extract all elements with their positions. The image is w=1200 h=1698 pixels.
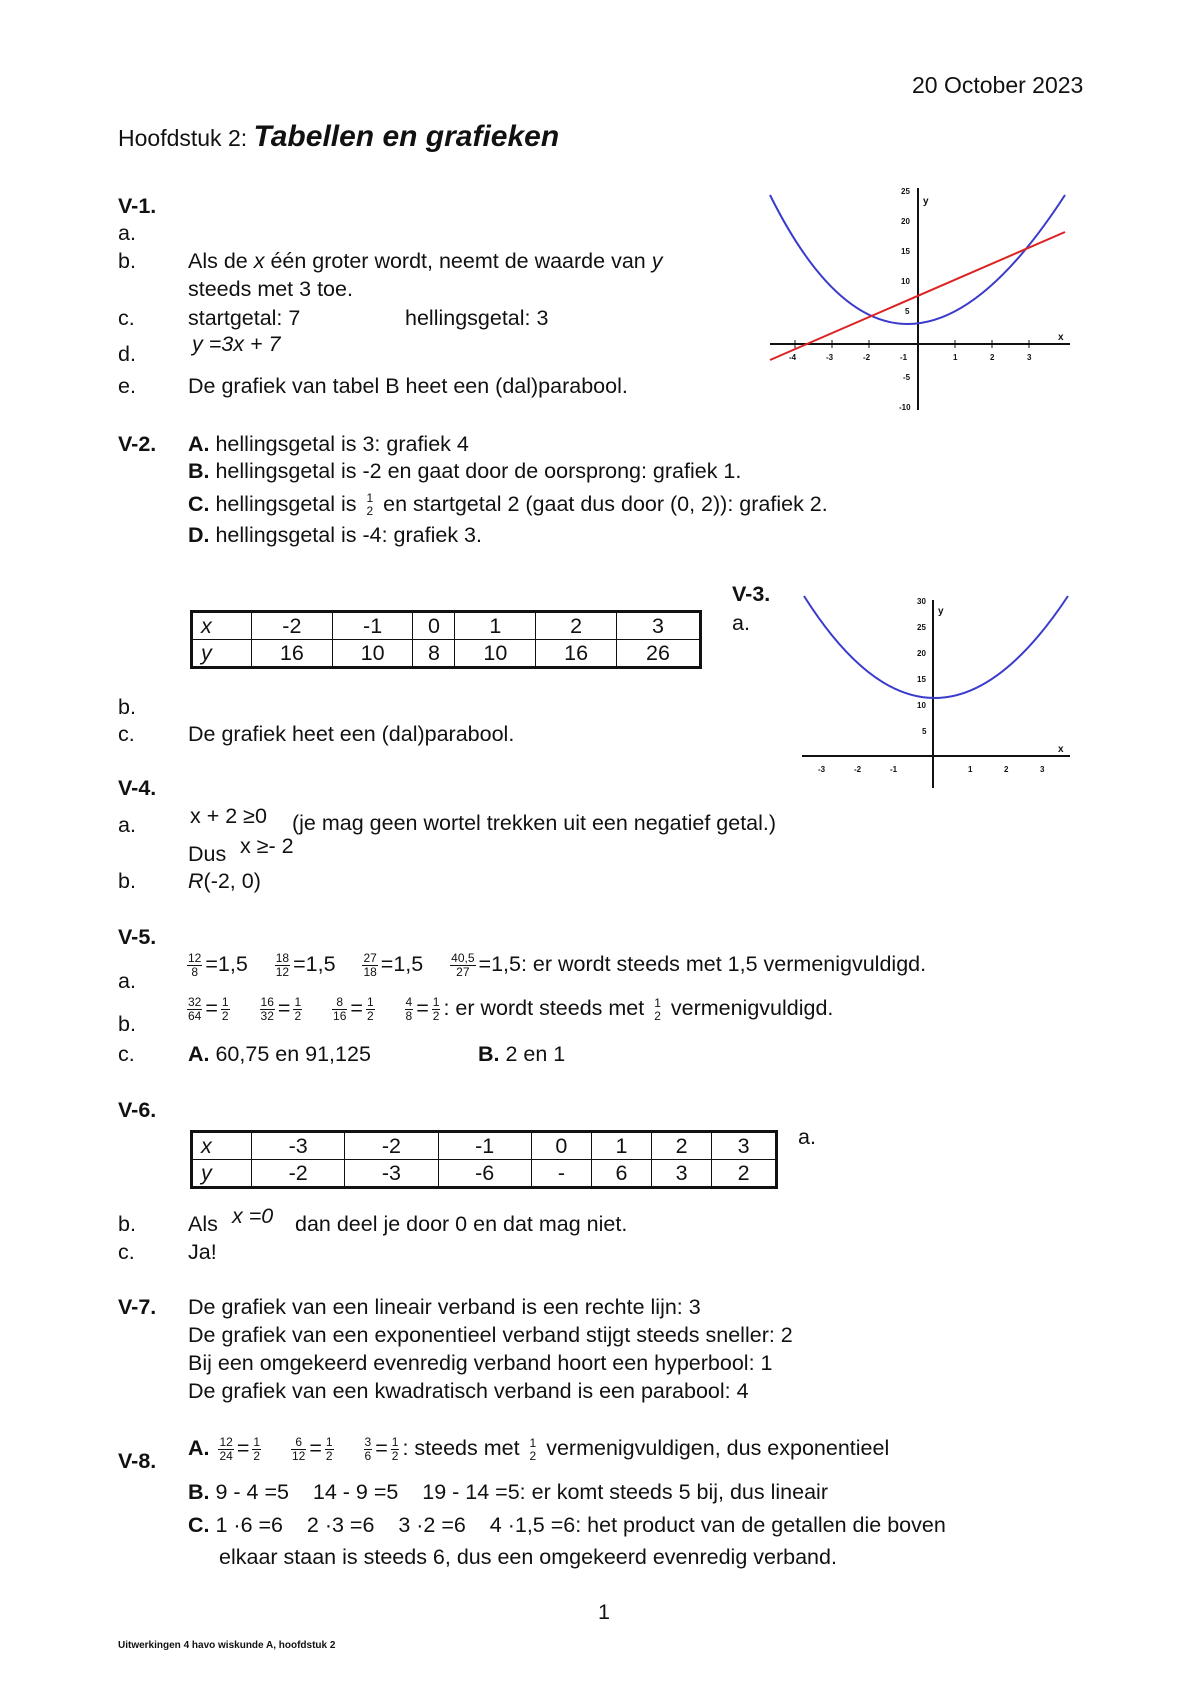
v4-dus-formula: x ≥- 2: [240, 834, 294, 858]
x-tick-label: 3: [1027, 353, 1032, 362]
v1-b-text: [188, 249, 662, 274]
v8-A-text: : steeds met: [402, 1436, 526, 1461]
fraction: $\frac{1}{2}$: [391, 1435, 399, 1463]
v2-C-text: hellingsgetal is: [209, 492, 363, 516]
v1-b-text-part: één groter wordt, neemt de waarde van: [264, 249, 652, 273]
table-cell: 3: [616, 612, 700, 640]
v5-a-text: : er wordt steeds met 1,5 vermenigvuldigd.: [520, 952, 927, 977]
v6-c-text: Ja!: [188, 1240, 217, 1264]
table-cell: 1: [591, 1132, 651, 1160]
v8-C: [188, 1513, 946, 1538]
table-header-x: x: [192, 1132, 252, 1160]
y-tick-label: 20: [901, 217, 910, 226]
v5-b-text: : er wordt steeds met: [443, 996, 651, 1021]
v8-B: [188, 1480, 828, 1505]
v3-b-label: b.: [118, 695, 136, 719]
v2-B: [188, 459, 741, 484]
graph-parabola: [800, 592, 1075, 792]
fraction-half: 1 2: [529, 1435, 537, 1463]
v4-b-label: b.: [118, 869, 136, 893]
fraction-result: =1,5: [380, 952, 424, 977]
table-cell: 1: [455, 612, 536, 640]
v1-b-label: b.: [118, 249, 136, 273]
v7-line: De grafiek van een exponentieel verband stijgt steeds sneller: 2: [188, 1323, 793, 1347]
v2-B-label: B.: [188, 459, 210, 483]
x-tick-label: -3: [818, 765, 826, 774]
v5-c-A-label: A.: [188, 1042, 210, 1066]
v6-b-formula: x =0: [232, 1204, 274, 1228]
table-cell: -3: [345, 1160, 438, 1188]
x-tick-label: -2: [854, 765, 862, 774]
table-cell: -2: [345, 1132, 438, 1160]
v8-C-label: C.: [188, 1513, 210, 1537]
y-tick-label: -5: [903, 373, 911, 382]
table-cell: 16: [536, 640, 617, 668]
v4-a-label: a.: [118, 813, 136, 837]
fraction: $\frac{1}{2}$: [432, 995, 440, 1023]
table-cell: 10: [455, 640, 536, 668]
x-tick-label: -1: [890, 765, 898, 774]
v8-B-text: : er komt steeds 5 bij, dus lineair: [519, 1480, 828, 1504]
fraction: $\frac{32}{64}$: [188, 995, 202, 1023]
table-header-y: y: [192, 1160, 252, 1188]
v7-line: De grafiek van een kwadratisch verband is een parabool: 4: [188, 1379, 749, 1403]
v2-D-label: D.: [188, 523, 210, 547]
table-cell: -: [531, 1160, 591, 1188]
v2-C: [188, 492, 828, 518]
fraction: $\frac{12}{24}$: [219, 1435, 233, 1463]
v6-b-text-1: Als: [188, 1212, 218, 1236]
table-cell: -2: [252, 612, 333, 640]
v7-line: Bij een omgekeerd evenredig verband hoort een hyperbool: 1: [188, 1351, 773, 1375]
chapter-prefix: Hoofdstuk 2:: [118, 125, 254, 151]
v8-A: A. $\frac{12}{24}$ = $\frac{1}{2}$ $\frac{6}{12}$ = $\frac{1}{2}$ $\frac{3}{6}$ = $\frac{1}{2}$ : steeds met 1 2 vermenigvuldigen, dus exponentieel: [188, 1435, 890, 1463]
table-cell: 0: [531, 1132, 591, 1160]
fraction: $\frac{1}{2}$: [221, 995, 229, 1023]
v1-a-label: a.: [118, 221, 136, 245]
x-axis-label: x: [1058, 744, 1064, 755]
v5-a-fractions: [184, 952, 926, 979]
v8-C-text-cont: elkaar staan is steeds 6, dus een omgekeerd evenredig verband.: [219, 1545, 837, 1569]
point-name: R: [188, 869, 204, 893]
v1-heading: V-1.: [118, 194, 157, 218]
y-tick-label: 25: [917, 623, 926, 632]
fraction: $\frac{1}{2}$: [294, 995, 302, 1023]
chapter-title: Tabellen en grafieken: [253, 120, 560, 153]
v2-D-text: hellingsgetal is -4: grafiek 3.: [209, 523, 482, 547]
v4-b-point: [188, 869, 261, 894]
table-row: [192, 640, 701, 668]
v1-c-label: c.: [118, 306, 135, 330]
parabola-curve: [804, 596, 1068, 698]
table-cell: 2: [712, 1160, 777, 1188]
table-cell: -6: [438, 1160, 531, 1188]
v2-D: [188, 523, 482, 548]
table-row: [192, 1160, 777, 1188]
fraction: $\frac{3}{6}$: [364, 1435, 372, 1463]
table-cell: -1: [332, 612, 413, 640]
x-tick-label: -2: [863, 353, 871, 362]
v5-c-label: c.: [118, 1042, 135, 1066]
v7-heading: V-7.: [118, 1295, 157, 1319]
v1-c-helling: hellingsgetal: 3: [405, 306, 549, 330]
table-cell: 10: [332, 640, 413, 668]
x-tick-label: 2: [1004, 765, 1009, 774]
table-row: [192, 612, 701, 640]
v4-heading: V-4.: [118, 776, 157, 800]
table-header-y: y: [192, 640, 252, 668]
x-tick-label: 3: [1040, 765, 1045, 774]
table-cell: -2: [252, 1160, 345, 1188]
v5-c-B: [478, 1042, 565, 1067]
v2-C-text: en startgetal 2 (gaat dus door (0, 2)): grafiek 2.: [377, 492, 828, 516]
fraction-half: 1 2: [366, 491, 374, 519]
table-row: [192, 1132, 777, 1160]
v8-A-label: A.: [188, 1436, 210, 1461]
fraction: $\frac{27}{18}$: [363, 951, 377, 979]
table-cell: 26: [616, 640, 700, 668]
table-cell: 3: [652, 1160, 712, 1188]
x-tick-label: -1: [900, 353, 908, 362]
v4-dus: Dus: [188, 842, 227, 866]
v8-heading: V-8.: [118, 1449, 157, 1473]
x-tick-label: 2: [990, 353, 995, 362]
y-axis-label: y: [938, 606, 944, 617]
v8-C-text: : het product van de getallen die boven: [575, 1513, 946, 1537]
fraction: $\frac{18}{12}$: [275, 951, 290, 979]
v3-a-label: a.: [732, 611, 750, 635]
v5-b-label: b.: [118, 1012, 136, 1036]
graph-parabola-and-line: [765, 180, 1075, 415]
v5-c-B-text: 2 en 1: [499, 1042, 566, 1066]
x-tick-label: 1: [953, 353, 958, 362]
v2-B-text: hellingsgetal is -2 en gaat door de oorsprong: grafiek 1.: [209, 459, 742, 483]
x-axis-label: x: [1058, 332, 1064, 343]
table-header-x: x: [192, 612, 252, 640]
y-tick-label: 5: [905, 307, 910, 316]
fraction-half: 1 2: [654, 995, 661, 1023]
v2-heading: V-2.: [118, 432, 157, 456]
v5-heading: V-5.: [118, 925, 157, 949]
y-tick-label: 15: [917, 675, 926, 684]
v1-e-label: e.: [118, 374, 136, 398]
v1-d-label: d.: [118, 342, 136, 366]
table-cell: 8: [413, 640, 455, 668]
fraction: $\frac{4}{8}$: [405, 995, 413, 1023]
v4-a-text: (je mag geen wortel trekken uit een negatief getal.): [292, 811, 777, 835]
fraction-result: =1,5: [293, 952, 336, 977]
v1-b-text-part: Als de: [188, 249, 254, 273]
y-tick-label: 10: [901, 277, 910, 286]
v3-c-label: c.: [118, 722, 135, 746]
v1-d-formula: y =3x + 7: [192, 332, 281, 356]
y-tick-label: 10: [917, 701, 926, 710]
v5-b-fractions: $\frac{32}{64}$ = $\frac{1}{2}$ $\frac{16}{32}$ = $\frac{1}{2}$ $\frac{8}{16}$ = $\frac{1}{2}$ $\frac{4}{8}$ = $\frac{1}{2}$ : er wordt steeds met 1 2 vermenigvuldigd.: [188, 995, 834, 1023]
v1-c-start: startgetal: 7: [188, 306, 301, 330]
v8-B-formula: 9 - 4 =5 14 - 9 =5 19 - 14 =5: [215, 1480, 520, 1504]
v1-b-text-cont: steeds met 3 toe.: [188, 277, 353, 301]
y-tick-label: -10: [899, 403, 911, 412]
x-tick-label: -3: [826, 353, 834, 362]
footer-note: Uitwerkingen 4 havo wiskunde A, hoofdstuk 2: [118, 1640, 336, 1651]
fraction: $\frac{12}{8}$: [188, 951, 202, 979]
table-cell: -1: [438, 1132, 531, 1160]
v3-c-text: De grafiek heet een (dal)parabool.: [188, 722, 515, 746]
v5-b-text: vermenigvuldigd.: [664, 996, 834, 1021]
v8-A-text: vermenigvuldigen, dus exponentieel: [540, 1436, 890, 1461]
v5-c-A-text: 60,75 en 91,125: [209, 1042, 371, 1066]
table-cell: 0: [413, 612, 455, 640]
v2-A-label: A.: [188, 432, 210, 456]
v2-A-text: hellingsgetal is 3: grafiek 4: [209, 432, 469, 456]
fraction-result: =1,5: [205, 952, 248, 977]
x-tick-label: -4: [789, 353, 797, 362]
v6-c-label: c.: [118, 1240, 135, 1264]
var-y: y: [651, 249, 663, 273]
y-tick-label: 30: [917, 597, 926, 606]
v3-table: [190, 610, 702, 669]
page-number: 1: [598, 1600, 610, 1624]
table-cell: -3: [252, 1132, 345, 1160]
fraction: $\frac{1}{2}$: [253, 1435, 261, 1463]
fraction: $\frac{1}{2}$: [325, 1435, 333, 1463]
v4-a-formula: x + 2 ≥0: [190, 804, 267, 828]
v6-b-label: b.: [118, 1212, 136, 1236]
y-tick-label: 25: [901, 187, 910, 196]
v6-b-text-2: dan deel je door 0 en dat mag niet.: [295, 1212, 628, 1236]
v6-table: [190, 1130, 778, 1189]
y-axis-label: y: [923, 196, 929, 207]
v2-C-label: C.: [188, 492, 210, 516]
fraction: $\frac{6}{12}$: [292, 1435, 306, 1463]
v5-c-B-label: B.: [478, 1042, 500, 1066]
fraction-result: =1,5: [478, 952, 521, 977]
v3-heading: V-3.: [732, 582, 771, 606]
table-cell: 16: [252, 640, 333, 668]
table-cell: 2: [652, 1132, 712, 1160]
v5-a-label: a.: [118, 969, 136, 993]
v8-B-label: B.: [188, 1480, 210, 1504]
fraction: $\frac{1}{2}$: [366, 995, 374, 1023]
table-cell: 6: [591, 1160, 651, 1188]
v6-heading: V-6.: [118, 1098, 157, 1122]
v2-A: [188, 432, 469, 457]
chapter-heading: [118, 120, 559, 154]
y-tick-label: 20: [917, 649, 926, 658]
var-x: x: [253, 249, 265, 273]
fraction: $\frac{8}{16}$: [333, 995, 347, 1023]
v8-C-formula: 1 ·6 =6 2 ·3 =6 3 ·2 =6 4 ·1,5 =6: [215, 1513, 576, 1537]
x-tick-label: 1: [968, 765, 973, 774]
y-tick-label: 5: [922, 727, 927, 736]
v5-c-A: [188, 1042, 371, 1067]
document-date: 20 October 2023: [912, 72, 1084, 98]
table-cell: 3: [712, 1132, 777, 1160]
fraction: $\frac{16}{32}$: [260, 995, 274, 1023]
table-cell: 2: [536, 612, 617, 640]
v1-e-text: De grafiek van tabel B heet een (dal)parabool.: [188, 374, 628, 398]
fraction: $\frac{40,5}{27}$: [451, 951, 475, 979]
y-tick-label: 15: [901, 247, 910, 256]
v6-a-label: a.: [798, 1125, 816, 1149]
v7-line: De grafiek van een lineair verband is een rechte lijn: 3: [188, 1295, 701, 1319]
point-coords: (-2, 0): [203, 869, 261, 893]
